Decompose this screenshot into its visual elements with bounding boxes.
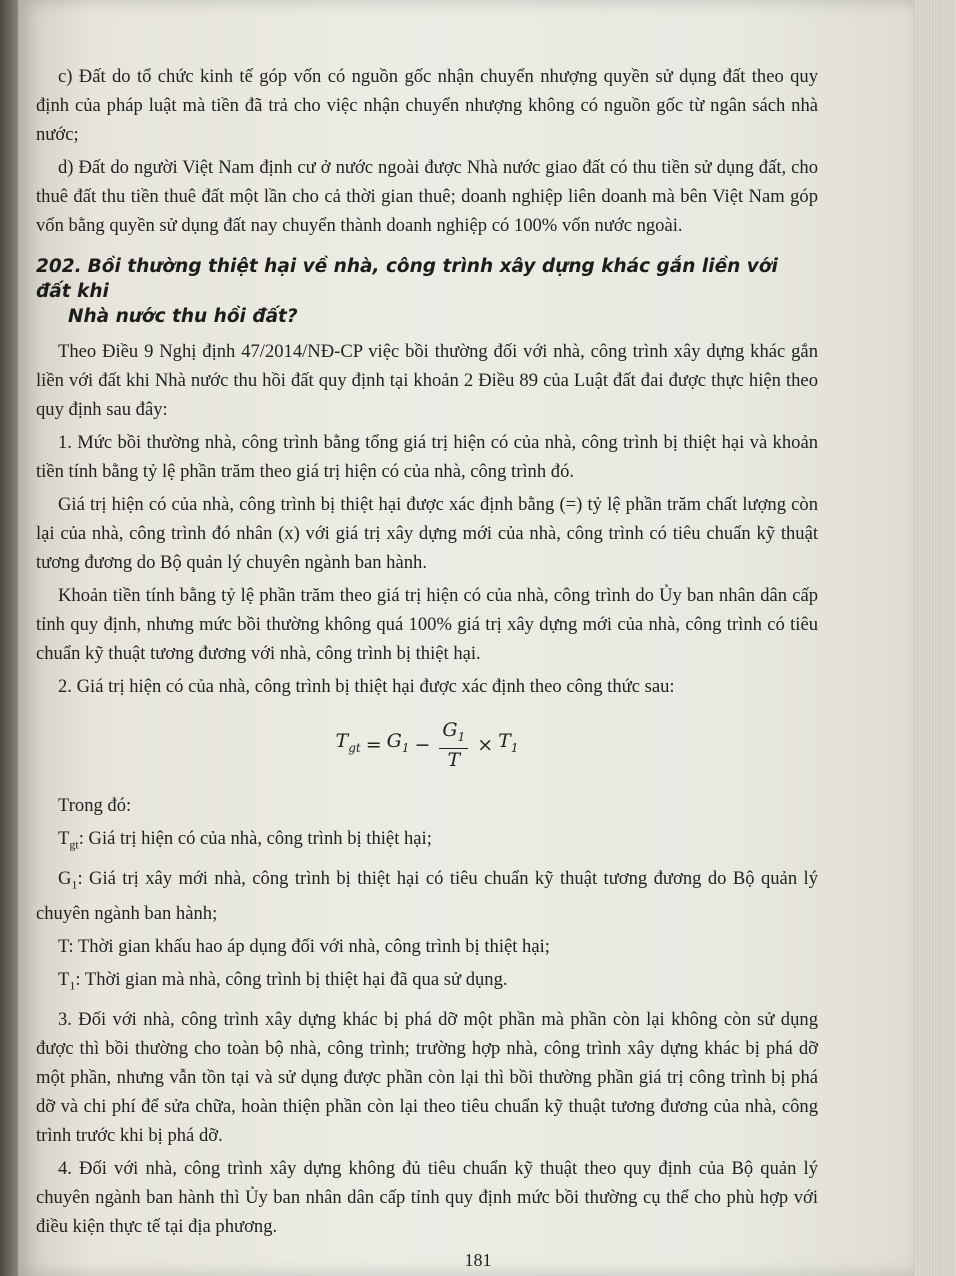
fraction-denominator: T <box>447 748 461 771</box>
formula-times: × <box>477 733 494 756</box>
section-number: 202. <box>36 256 82 277</box>
legend-g1: $G_1$: Giá trị xây mới nhà, công trình bị thiệt hại có tiêu chuẩn kỹ thuật tương đương do Bộ quản lý chuyên ngành ban hành; <box>36 867 818 925</box>
legend-tgt: $T_{gt}$: Giá trị hiện có của nhà, công trình bị thiệt hại; <box>58 828 432 852</box>
formula-lhs: $T_{gt}$ <box>335 730 361 755</box>
paragraph-d: d) Đất do người Việt Nam định cư ở nước ngoài được Nhà nước giao đất có thu tiền sử dụng đất, cho thuê đất thu tiền thuê đất một lần cho cả thời gian thuê; doanh nghiệp liên doanh mà bên Việt Nam góp vốn bằng quyền sử dụng đất nay chuyển thành doanh nghiệp có 100% vốn nước ngoài. <box>36 157 818 236</box>
legend-intro: Trong đó: <box>58 795 132 816</box>
section-heading <box>36 254 818 329</box>
formula-t1: $T_1$ <box>498 730 519 755</box>
section-title-line1: Bồi thường thiệt hại về nhà, công trình xây dựng khác gắn liền với đất khi <box>36 256 778 302</box>
legend-t1: $T_1$: Thời gian mà nhà, công trình bị thiệt hại đã qua sử dụng. <box>58 969 508 994</box>
book-binding-shadow <box>0 0 18 1276</box>
percentage-paragraph: Khoản tiền tính bằng tỷ lệ phần trăm theo giá trị hiện có của nhà, công trình do Ủy ban nhân dân cấp tỉnh quy định, nhưng mức bồi thường không quá 100% giá trị xây dựng mới của nhà, công trình có tiêu chuẩn kỹ thuật tương đương với nhà, công trình bị thiệt hại. <box>36 585 818 664</box>
valuation-formula <box>36 705 818 785</box>
current-value-paragraph: Giá trị hiện có của nhà, công trình bị thiệt hại được xác định bằng (=) tỷ lệ phần trăm chất lượng còn lại của nhà, công trình đó nhân (x) với giá trị xây dựng mới của nhà, công trình có tiêu chuẩn kỹ thuật tương đương do Bộ quản lý chuyên ngành ban hành. <box>36 494 818 573</box>
formula-fraction <box>439 719 468 771</box>
page-stack-edge <box>914 0 956 1276</box>
page-content <box>36 62 818 1245</box>
intro-paragraph: Theo Điều 9 Nghị định 47/2014/NĐ-CP việc bồi thường đối với nhà, công trình xây dựng khác gắn liền với đất khi Nhà nước thu hồi đất quy định tại khoản 2 Điều 89 của Luật đất đai được thực hiện theo quy định sau đây: <box>36 341 818 420</box>
formula-equals: = <box>365 733 382 756</box>
section-title-line2: Nhà nước thu hồi đất? <box>68 306 298 327</box>
item-4-paragraph: 4. Đối với nhà, công trình xây dựng không đủ tiêu chuẩn kỹ thuật theo quy định của Bộ quản lý chuyên ngành ban hành thì Ủy ban nhân dân cấp tỉnh quy định mức bồi thường cụ thể cho phù hợp với điều kiện thực tế tại địa phương. <box>36 1158 818 1238</box>
formula-minus: − <box>414 733 431 756</box>
fraction-numerator: $G_1$ <box>439 719 468 749</box>
formula-g1: $G_1$ <box>386 730 410 755</box>
paragraph-c: c) Đất do tổ chức kinh tế góp vốn có nguồn gốc nhận chuyển nhượng quyền sử dụng đất theo quy định của pháp luật mà tiền đã trả cho việc nhận chuyển nhượng không có nguồn gốc từ ngân sách nhà nước; <box>36 66 818 145</box>
legend-t: T: Thời gian khấu hao áp dụng đối với nhà, công trình bị thiệt hại; <box>58 936 550 958</box>
page-number: 181 <box>464 1250 492 1270</box>
item-2-paragraph: 2. Giá trị hiện có của nhà, công trình bị thiệt hại được xác định theo công thức sau: <box>58 676 675 697</box>
item-3-paragraph: 3. Đối với nhà, công trình xây dựng khác bị phá dỡ một phần mà phần còn lại không còn sử dụng được thì bồi thường cho toàn bộ nhà, công trình; trường hợp nhà, công trình xây dựng khác bị phá dỡ một phần, nhưng vẫn tồn tại và sử dụng được phần còn lại thì bồi thường phần giá trị công trình bị phá dỡ và chi phí để sửa chữa, hoàn thiện phần còn lại theo tiêu chuẩn kỹ thuật tương đương của nhà, công trình trước khi bị phá dỡ. <box>36 1009 818 1147</box>
item-1-paragraph: 1. Mức bồi thường nhà, công trình bằng tổng giá trị hiện có của nhà, công trình bị thiệt hại và khoản tiền tính bằng tỷ lệ phần trăm theo giá trị hiện có của nhà, công trình đó. <box>36 432 818 482</box>
